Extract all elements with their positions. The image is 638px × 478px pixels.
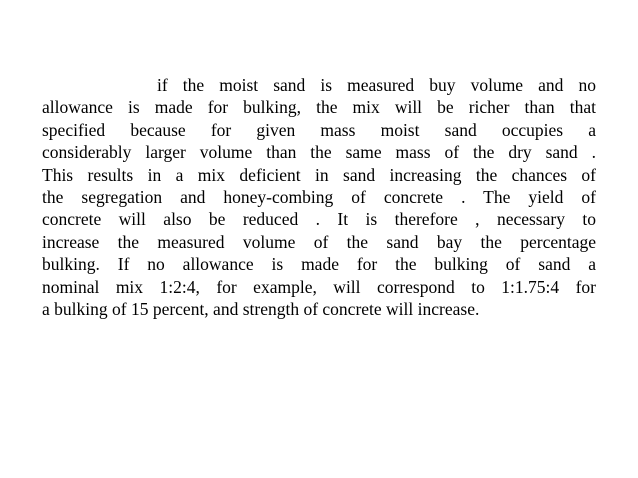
body-paragraph xyxy=(42,74,596,320)
paragraph-line: nominal mix 1:2:4, for example, will correspond to 1:1.75:4 for xyxy=(42,276,596,297)
paragraph-line: allowance is made for bulking, the mix will be richer than that xyxy=(42,97,596,118)
paragraph-line: bulking. If no allowance is made for the bulking of sand a xyxy=(42,254,596,275)
paragraph-line: considerably larger volume than the same mass of the dry sand . xyxy=(42,142,596,163)
paragraph-line: specified because for given mass moist sand occupies a xyxy=(42,119,596,140)
paragraph-line: concrete will also be reduced . It is therefore , necessary to xyxy=(42,209,596,230)
paragraph-line: This results in a mix deficient in sand increasing the chances of xyxy=(42,164,596,185)
paragraph-line: if the moist sand is measured buy volume and no xyxy=(157,75,596,95)
paragraph-line: the segregation and honey-combing of concrete . The yield of xyxy=(42,186,596,207)
paragraph-line: increase the measured volume of the sand bay the percentage xyxy=(42,231,596,252)
paragraph-line: a bulking of 15 percent, and strength of concrete will increase. xyxy=(42,298,480,319)
